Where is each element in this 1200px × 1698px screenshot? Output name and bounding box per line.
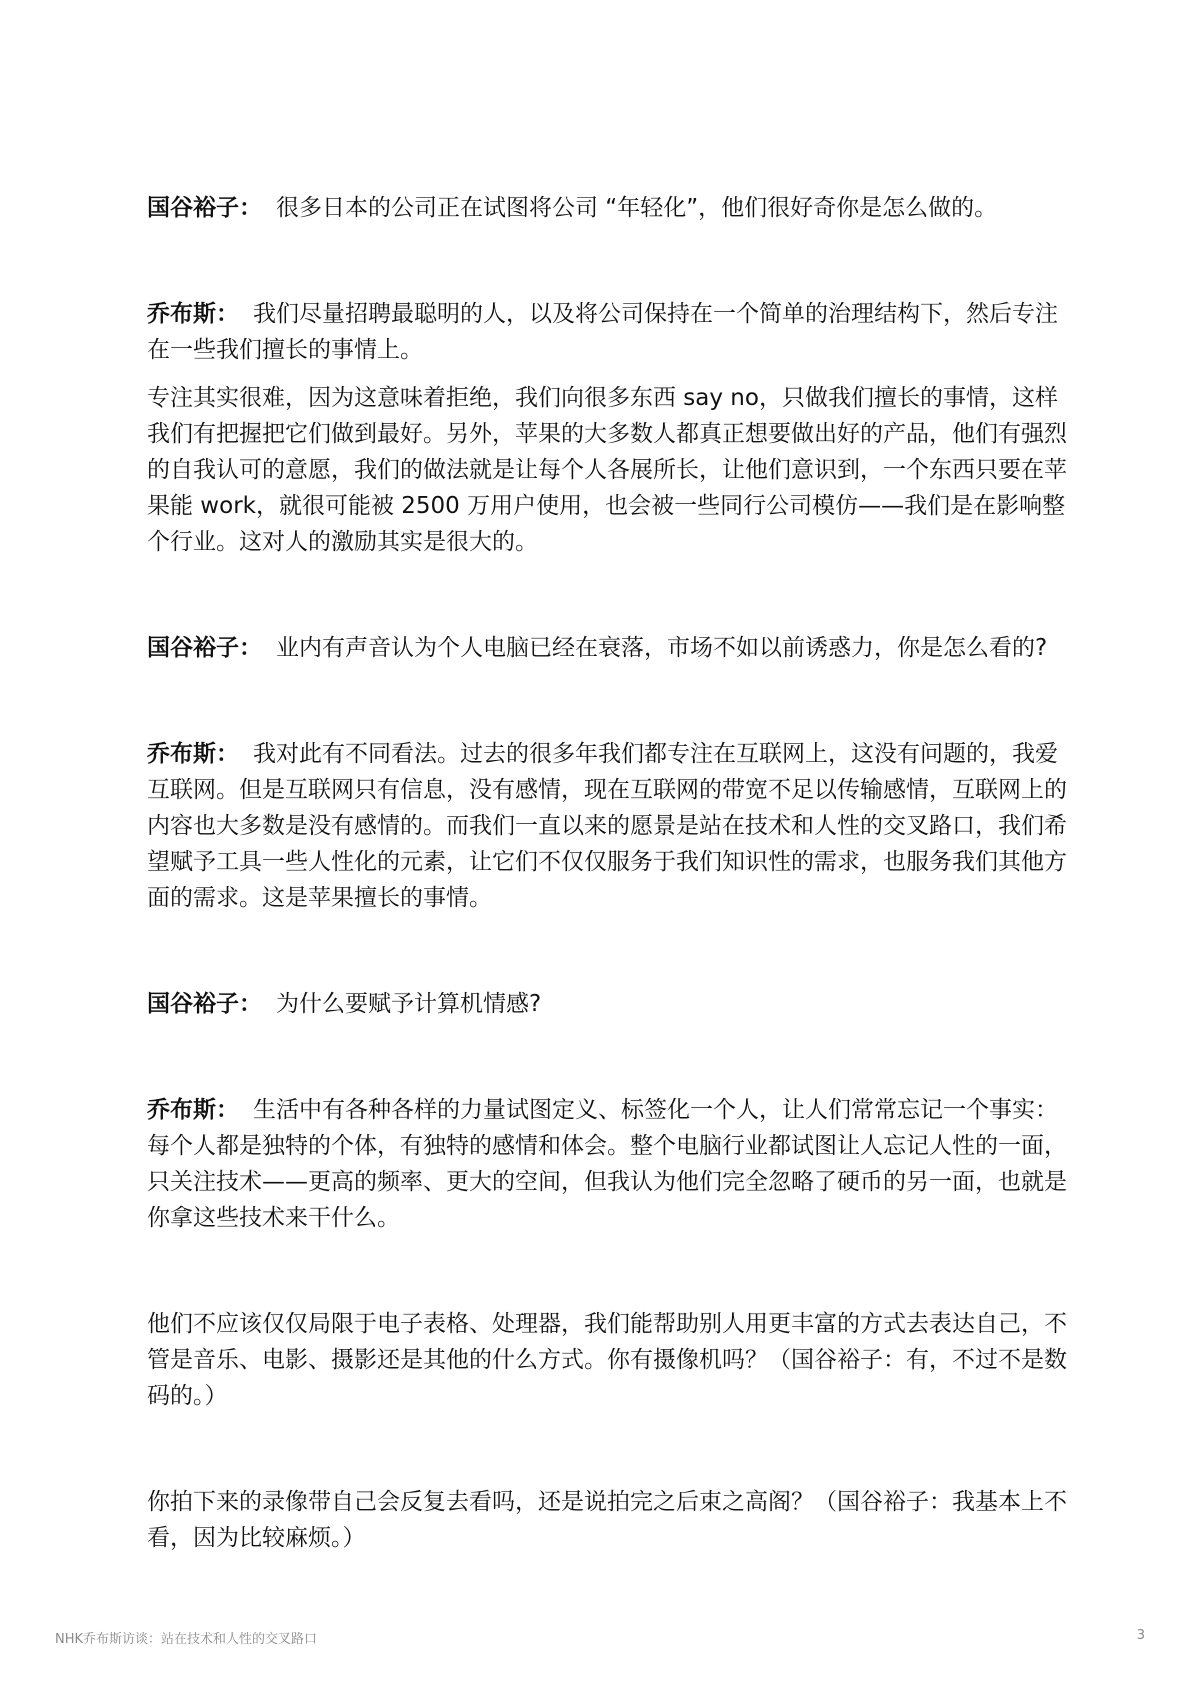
- interview-transcript: [147, 190, 1067, 1556]
- dialogue-paragraph: [147, 1092, 1067, 1236]
- speaker-label: 国谷裕子：: [147, 991, 262, 1017]
- footer-title: NHK乔布斯访谈：站在技术和人性的交叉路口: [55, 1632, 318, 1647]
- paragraph-text: 专注其实很难，因为这意味着拒绝，我们向很多东西 say no，只做我们擅长的事情，这样我们有把握把它们做到最好。另外，苹果的大多数人都真正想要做出好的产品，他们有强烈的自我认可的意愿，我们的做法就是让每个人各展所长，让他们意识到，一个东西只要在苹果能 work，就很可能被 2500 万用户使用，也会被一些同行公司模仿——我们是在影响整个行业。这对人的激励其实是很大的。: [147, 385, 1067, 555]
- speaker-label: 国谷裕子：: [147, 635, 262, 661]
- paragraph-text: 业内有声音认为个人电脑已经在衰落，市场不如以前诱惑力，你是怎么看的?: [276, 635, 1048, 661]
- dialogue-paragraph: [147, 190, 1067, 226]
- speaker-label: 国谷裕子：: [147, 195, 262, 221]
- paragraph-text: 你拍下来的录像带自己会反复去看吗，还是说拍完之后束之高阁？（国谷裕子：我基本上不看，因为比较麻烦。）: [147, 1489, 1067, 1551]
- dialogue-paragraph: [147, 1306, 1067, 1414]
- speaker-label: 乔布斯：: [147, 1097, 239, 1123]
- paragraph-text: 他们不应该仅仅局限于电子表格、处理器，我们能帮助别人用更丰富的方式去表达自己，不管是音乐、电影、摄影还是其他的什么方式。你有摄像机吗？（国谷裕子：有，不过不是数码的。）: [147, 1311, 1067, 1409]
- speaker-label: 乔布斯：: [147, 301, 239, 327]
- paragraph-text: 为什么要赋予计算机情感?: [276, 991, 542, 1017]
- paragraph-text: 我对此有不同看法。过去的很多年我们都专注在互联网上，这没有问题的，我爱互联网。但是互联网只有信息，没有感情，现在互联网的带宽不足以传输感情，互联网上的内容也大多数是没有感情的。而我们一直以来的愿景是站在技术和人性的交叉路口，我们希望赋予工具一些人性化的元素，让它们不仅仅服务于我们知识性的需求，也服务我们其他方面的需求。这是苹果擅长的事情。: [147, 741, 1067, 911]
- dialogue-paragraph: [147, 380, 1067, 560]
- dialogue-paragraph: [147, 630, 1067, 666]
- dialogue-paragraph: [147, 1484, 1067, 1556]
- page-number: 3: [1136, 1628, 1145, 1643]
- paragraph-text: 我们尽量招聘最聪明的人，以及将公司保持在一个简单的治理结构下，然后专注在一些我们擅长的事情上。: [147, 301, 1058, 363]
- dialogue-paragraph: [147, 296, 1067, 368]
- paragraph-text: 生活中有各种各样的力量试图定义、标签化一个人，让人们常常忘记一个事实：每个人都是独特的个体，有独特的感情和体会。整个电脑行业都试图让人忘记人性的一面，只关注技术——更高的频率、更大的空间，但我认为他们完全忽略了硬币的另一面，也就是你拿这些技术来干什么。: [147, 1097, 1067, 1231]
- speaker-label: 乔布斯：: [147, 741, 239, 767]
- dialogue-paragraph: [147, 736, 1067, 916]
- paragraph-text: 很多日本的公司正在试图将公司 “年轻化”，他们很好奇你是怎么做的。: [276, 195, 998, 221]
- dialogue-paragraph: [147, 986, 1067, 1022]
